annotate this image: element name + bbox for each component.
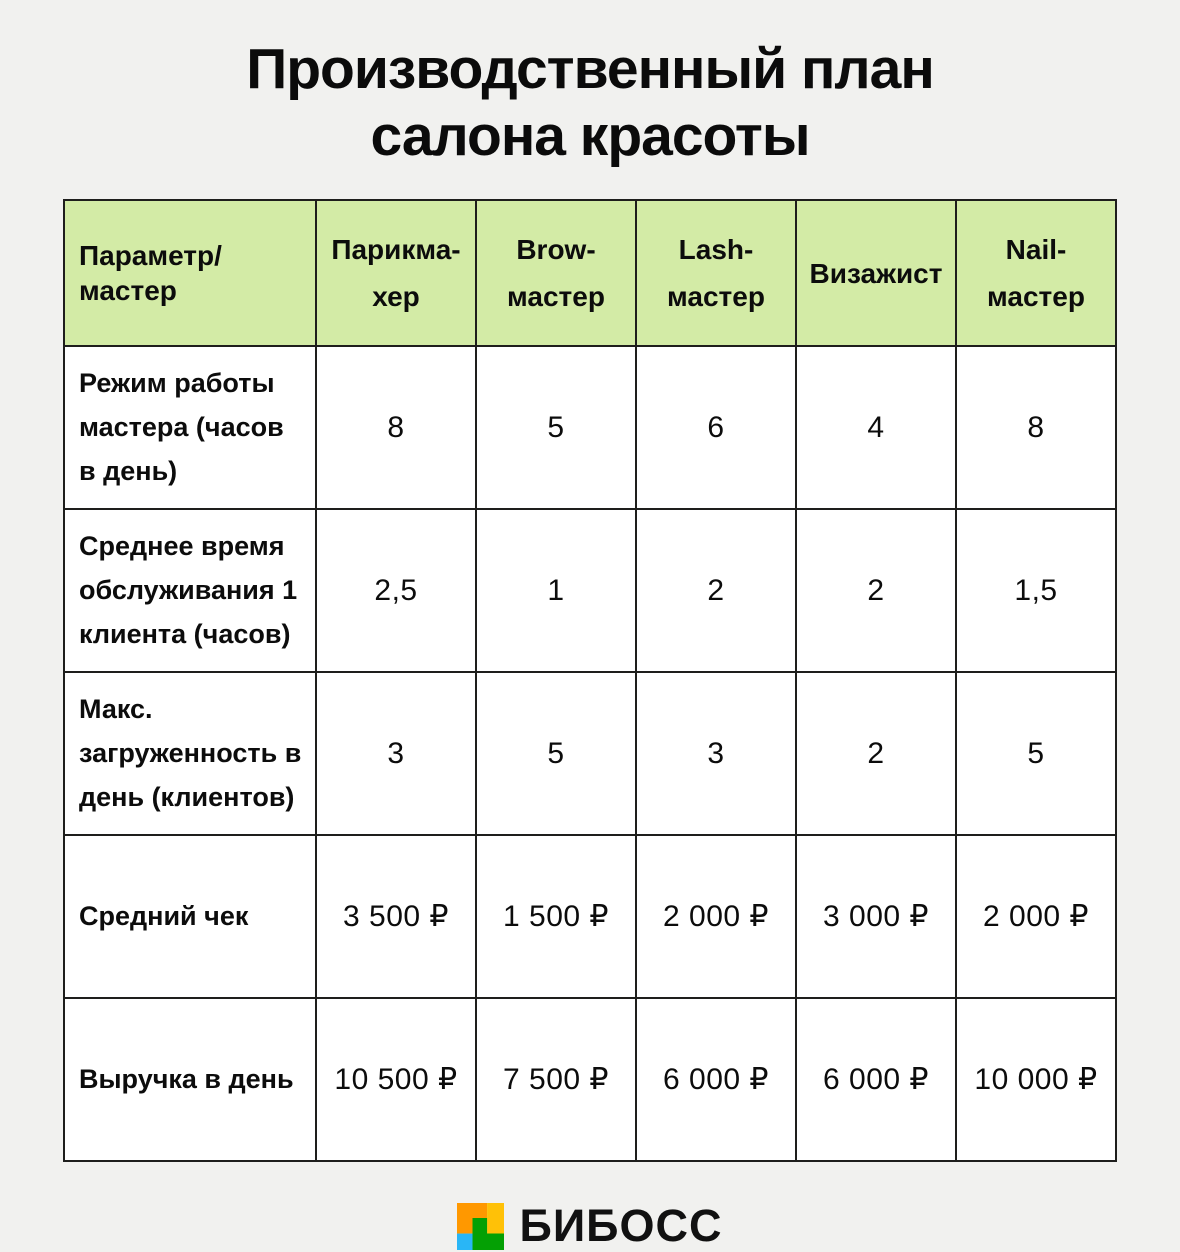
production-plan-table [63, 199, 1117, 1162]
table-cell: 2 [796, 672, 956, 835]
biboss-logo-icon [457, 1203, 504, 1250]
brand-name: БИБОСС [519, 1200, 723, 1252]
table-cell: 1,5 [956, 509, 1116, 672]
column-header: Парикма-хер [316, 200, 476, 346]
table-cell: 10 000 ₽ [956, 998, 1116, 1161]
logo-square-yellow [488, 1203, 505, 1234]
table-cell: 2 000 ₽ [956, 835, 1116, 998]
row-label: Режим работы мастера (часов в день) [64, 346, 316, 509]
logo-square-blue [457, 1233, 473, 1249]
table-cell: 1 [476, 509, 636, 672]
table-cell: 2 000 ₽ [636, 835, 796, 998]
table-cell: 10 500 ₽ [316, 998, 476, 1161]
page-title [0, 0, 1180, 169]
table-cell: 6 [636, 346, 796, 509]
table-cell: 2 [796, 509, 956, 672]
table-cell: 5 [956, 672, 1116, 835]
column-header: Lash-мастер [636, 200, 796, 346]
table-cell: 5 [476, 346, 636, 509]
row-label: Выручка в день [64, 998, 316, 1161]
corner-header: Параметр/ мастер [64, 200, 316, 346]
table-cell: 2,5 [316, 509, 476, 672]
row-label: Макс. загруженность в день (клиентов) [64, 672, 316, 835]
table-cell: 3 [636, 672, 796, 835]
table-row [64, 672, 1116, 835]
column-header: Brow-мастер [476, 200, 636, 346]
row-label: Среднее время обслуживания 1 клиента (часов) [64, 509, 316, 672]
table-cell: 7 500 ₽ [476, 998, 636, 1161]
page-title-line1: Производственный план [246, 37, 934, 101]
row-label: Средний чек [64, 835, 316, 998]
table-row [64, 998, 1116, 1161]
table-row [64, 509, 1116, 672]
column-header: Nail-мастер [956, 200, 1116, 346]
table-cell: 3 [316, 672, 476, 835]
table-cell: 1 500 ₽ [476, 835, 636, 998]
table-header-row [64, 200, 1116, 346]
column-header: Визажист [796, 200, 956, 346]
table-cell: 6 000 ₽ [796, 998, 956, 1161]
table-cell: 2 [636, 509, 796, 672]
page-title-line2: салона красоты [370, 103, 810, 168]
table-cell: 6 000 ₽ [636, 998, 796, 1161]
table-row [64, 346, 1116, 509]
table-cell: 3 500 ₽ [316, 835, 476, 998]
brand-logo [0, 1200, 1180, 1252]
table-cell: 3 000 ₽ [796, 835, 956, 998]
table-cell: 4 [796, 346, 956, 509]
table-cell: 5 [476, 672, 636, 835]
table-cell: 8 [316, 346, 476, 509]
table-cell: 8 [956, 346, 1116, 509]
table-row [64, 835, 1116, 998]
